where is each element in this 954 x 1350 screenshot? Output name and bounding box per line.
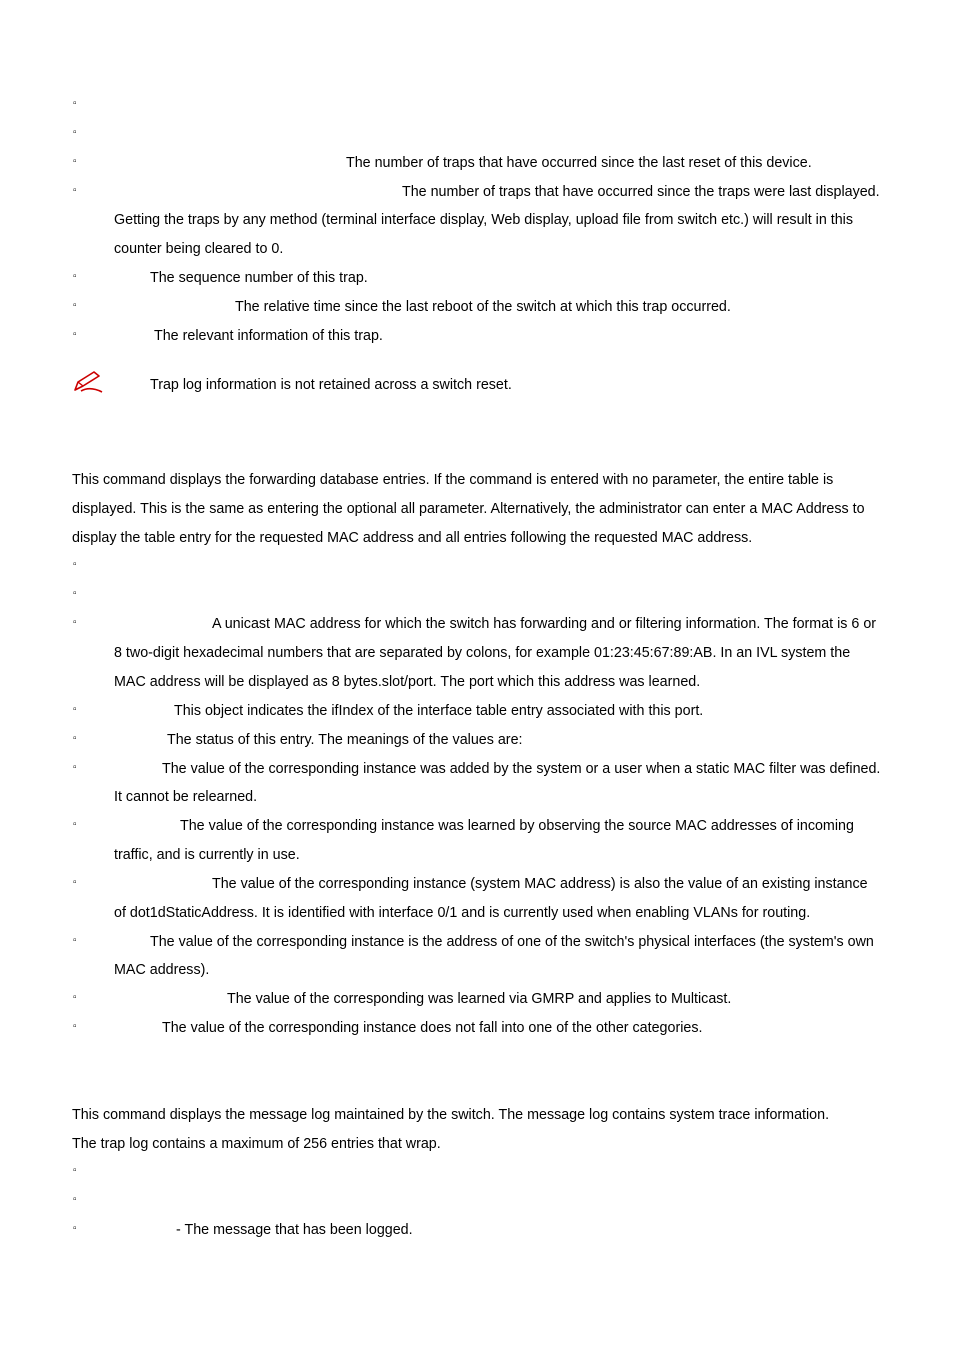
list-item-continuation: counter being cleared to 0. (114, 241, 284, 257)
list-item-continuation: traffic, and is currently in use. (114, 847, 300, 863)
list-item-text: This object indicates the ifIndex of the interface table entry associated with this port. (174, 703, 704, 719)
list-bullet: ▫ (73, 877, 77, 888)
list-item-text: The sequence number of this trap. (150, 270, 368, 286)
list-bullet: ▫ (73, 733, 77, 744)
list-bullet: ▫ (73, 704, 77, 715)
paragraph-line: This command displays the forwarding database entries. If the command is entered with no parameter, the entire table is (72, 472, 834, 488)
list-item-text: The value of the corresponding instance was learned by observing the source MAC addresses of incoming (180, 818, 854, 834)
list-item-text: A unicast MAC address for which the switch has forwarding and or filtering information. The format is 6 or (212, 616, 877, 632)
list-bullet: ▫ (73, 1194, 77, 1205)
list-bullet: ▫ (73, 559, 77, 570)
list-bullet: ▫ (73, 992, 77, 1003)
list-bullet: ▫ (73, 819, 77, 830)
list-bullet: ▫ (73, 329, 77, 340)
list-item-text: - The message that has been logged. (176, 1222, 413, 1238)
list-item-continuation: Getting the traps by any method (terminal interface display, Web display, upload file from switch etc.) will result in this (114, 212, 853, 228)
list-bullet: ▫ (73, 98, 77, 109)
list-bullet: ▫ (73, 935, 77, 946)
list-bullet: ▫ (73, 762, 77, 773)
list-bullet: ▫ (73, 156, 77, 167)
paragraph-line: displayed. This is the same as entering the optional all parameter. Alternatively, the administrator can enter a MAC Address to (72, 501, 865, 517)
list-item-text: The number of traps that have occurred since the traps were last displayed. (402, 184, 880, 200)
list-item-continuation: of dot1dStaticAddress. It is identified with interface 0/1 and is currently used when enabling VLANs for routing. (114, 905, 811, 921)
list-bullet: ▫ (73, 588, 77, 599)
list-item-text: The number of traps that have occurred since the last reset of this device. (346, 155, 812, 171)
list-item-continuation: It cannot be relearned. (114, 789, 258, 805)
list-bullet: ▫ (73, 1223, 77, 1234)
list-item-text: The status of this entry. The meanings of the values are: (167, 732, 523, 748)
list-bullet: ▫ (73, 1021, 77, 1032)
list-item-text: The value of the corresponding instance was added by the system or a user when a static MAC filter was defined. (162, 761, 881, 777)
paragraph-line: This command displays the message log maintained by the switch. The message log contains system trace information. (72, 1107, 830, 1123)
list-bullet: ▫ (73, 185, 77, 196)
note-text: Trap log information is not retained across a switch reset. (150, 377, 512, 393)
list-item-continuation: MAC address will be displayed as 8 bytes.slot/port. The port which this address was learned. (114, 674, 701, 690)
list-item-text: The value of the corresponding instance is the address of one of the switch's physical interfaces (the system's own (150, 934, 874, 950)
list-bullet: ▫ (73, 300, 77, 311)
paragraph-line: display the table entry for the requested MAC address and all entries following the requested MAC address. (72, 530, 753, 546)
list-item-text: The value of the corresponding instance (system MAC address) is also the value of an existing instance (212, 876, 868, 892)
paragraph-line: The trap log contains a maximum of 256 entries that wrap. (72, 1136, 441, 1152)
list-item-continuation: 8 two-digit hexadecimal numbers that are separated by colons, for example 01:23:45:67:89:AB. In an IVL system the (114, 645, 851, 661)
list-item-continuation: MAC address). (114, 962, 210, 978)
list-bullet: ▫ (73, 271, 77, 282)
list-item-text: The relevant information of this trap. (154, 328, 383, 344)
list-bullet: ▫ (73, 127, 77, 138)
pencil-note-icon (72, 370, 106, 394)
list-bullet: ▫ (73, 617, 77, 628)
list-item-text: The value of the corresponding instance does not fall into one of the other categories. (162, 1020, 703, 1036)
list-bullet: ▫ (73, 1165, 77, 1176)
list-item-text: The value of the corresponding was learned via GMRP and applies to Multicast. (227, 991, 732, 1007)
list-item-text: The relative time since the last reboot of the switch at which this trap occurred. (235, 299, 731, 315)
